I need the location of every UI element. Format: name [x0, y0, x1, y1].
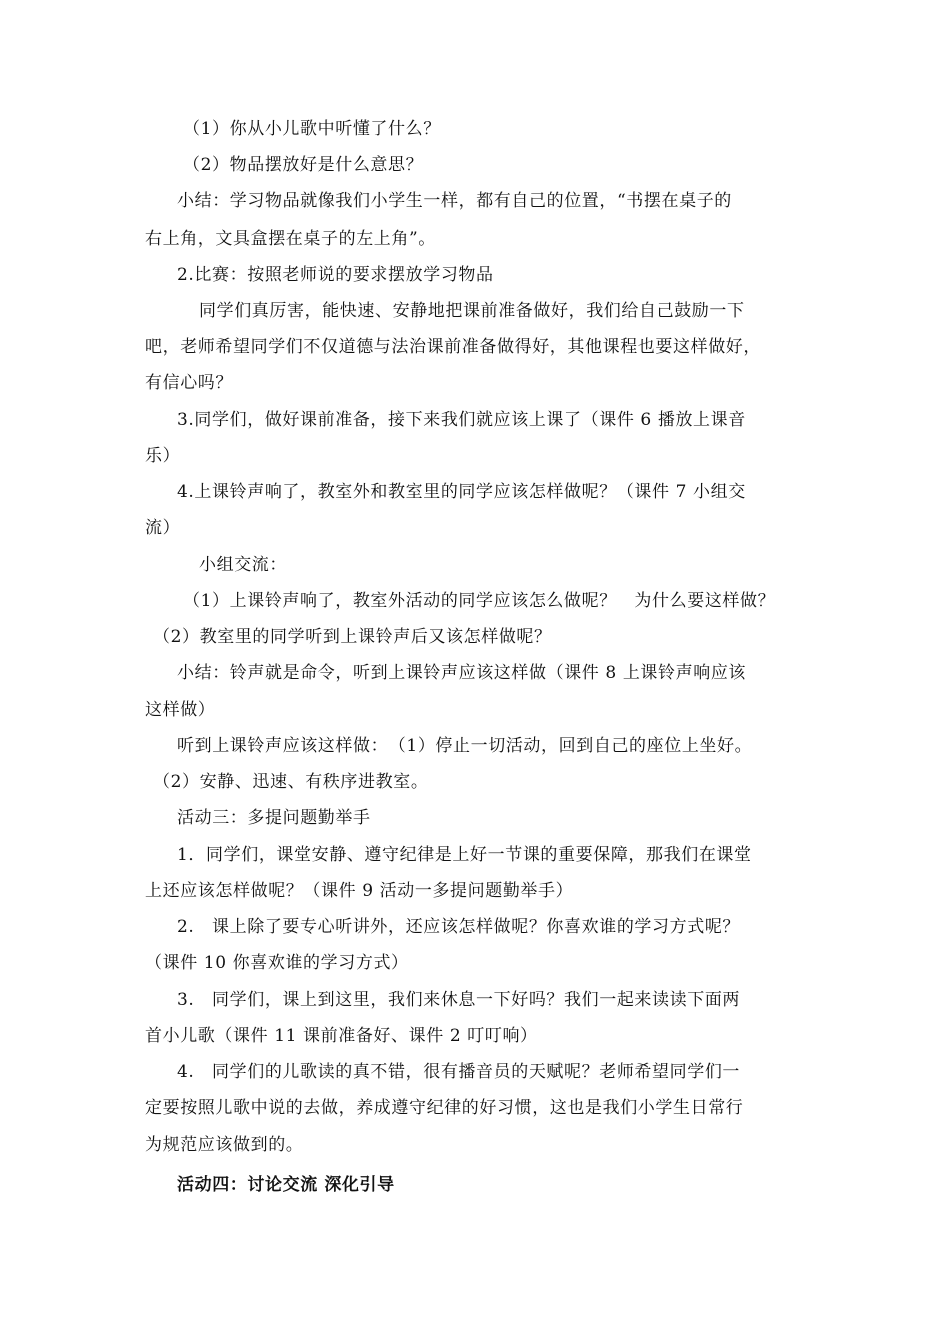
paragraph-praise-line-1: 同学们真厉害，能快速、安静地把课前准备做好，我们给自己鼓励一下 — [199, 301, 745, 321]
bell-summary-line-1: 小结：铃声就是命令，听到上课铃声应该这样做（课件 8 上课铃声响应该 — [177, 663, 747, 683]
summary-line-1: 小结：学习物品就像我们小学生一样，都有自己的位置，“书摆在桌子的 — [177, 191, 732, 211]
question-1: （1）你从小儿歌中听懂了什么？ — [183, 119, 441, 139]
competition-heading: 2.比赛：按照老师说的要求摆放学习物品 — [177, 265, 494, 285]
bell-rules-line-1: 听到上课铃声应该这样做： （1）停止一切活动，回到自己的座位上坐好。 — [177, 736, 753, 756]
activity-3-item-4-line-3: 为规范应该做到的。 — [145, 1135, 304, 1155]
bell-rules-line-2: （2）安静、迅速、有秩序进教室。 — [153, 772, 429, 792]
activity-3-item-3-line-2: 首小儿歌（课件 11 课前准备好、课件 2 叮叮响） — [145, 1026, 538, 1046]
activity-3-item-4-line-1: 4. 同学们的儿歌读的真不错，很有播音员的天赋呢？老师希望同学们一 — [177, 1062, 741, 1082]
activity-3-item-2-line-1: 2. 课上除了要专心听讲外，还应该怎样做呢？你喜欢谁的学习方式呢？ — [177, 917, 741, 937]
step-4-line-2: 流） — [145, 518, 181, 538]
activity-3-item-1-line-1: 1．同学们，课堂安静、遵守纪律是上好一节课的重要保障，那我们在课堂 — [177, 845, 752, 865]
activity-3-item-3-line-1: 3. 同学们，课上到这里，我们来休息一下好吗？我们一起来读读下面两 — [177, 990, 741, 1010]
summary-line-2: 右上角，文具盒摆在桌子的左上角”。 — [145, 229, 436, 249]
paragraph-praise-line-2: 吧，老师希望同学们不仅道德与法治课前准备做得好，其他课程也要这样做好， — [145, 337, 761, 357]
step-3-line-1: 3.同学们，做好课前准备，接下来我们就应该上课了（课件 6 播放上课音 — [177, 410, 746, 430]
group-question-1: （1）上课铃声响了，教室外活动的同学应该怎么做呢？ 为什么要这样做？ — [183, 591, 776, 611]
group-question-2: （2）教室里的同学听到上课铃声后又该怎样做呢？ — [153, 627, 552, 647]
group-discussion-label: 小组交流： — [199, 555, 287, 575]
activity-4-heading: 活动四：讨论交流 深化引导 — [177, 1175, 395, 1195]
activity-3-item-1-line-2: 上还应该怎样做呢？（课件 9 活动一多提问题勤举手） — [145, 881, 574, 901]
bell-summary-line-2: 这样做） — [145, 700, 216, 720]
activity-3-item-4-line-2: 定要按照儿歌中说的去做，养成遵守纪律的好习惯，这也是我们小学生日常行 — [145, 1098, 744, 1118]
activity-3-item-2-line-2: （课件 10 你喜欢谁的学习方式） — [145, 953, 409, 973]
step-4-line-1: 4.上课铃声响了，教室外和教室里的同学应该怎样做呢？（课件 7 小组交 — [177, 482, 746, 502]
question-2: （2）物品摆放好是什么意思？ — [183, 155, 424, 175]
paragraph-praise-line-3: 有信心吗？ — [145, 373, 233, 393]
activity-3-heading: 活动三：多提问题勤举手 — [177, 808, 371, 828]
step-3-line-2: 乐） — [145, 446, 181, 466]
